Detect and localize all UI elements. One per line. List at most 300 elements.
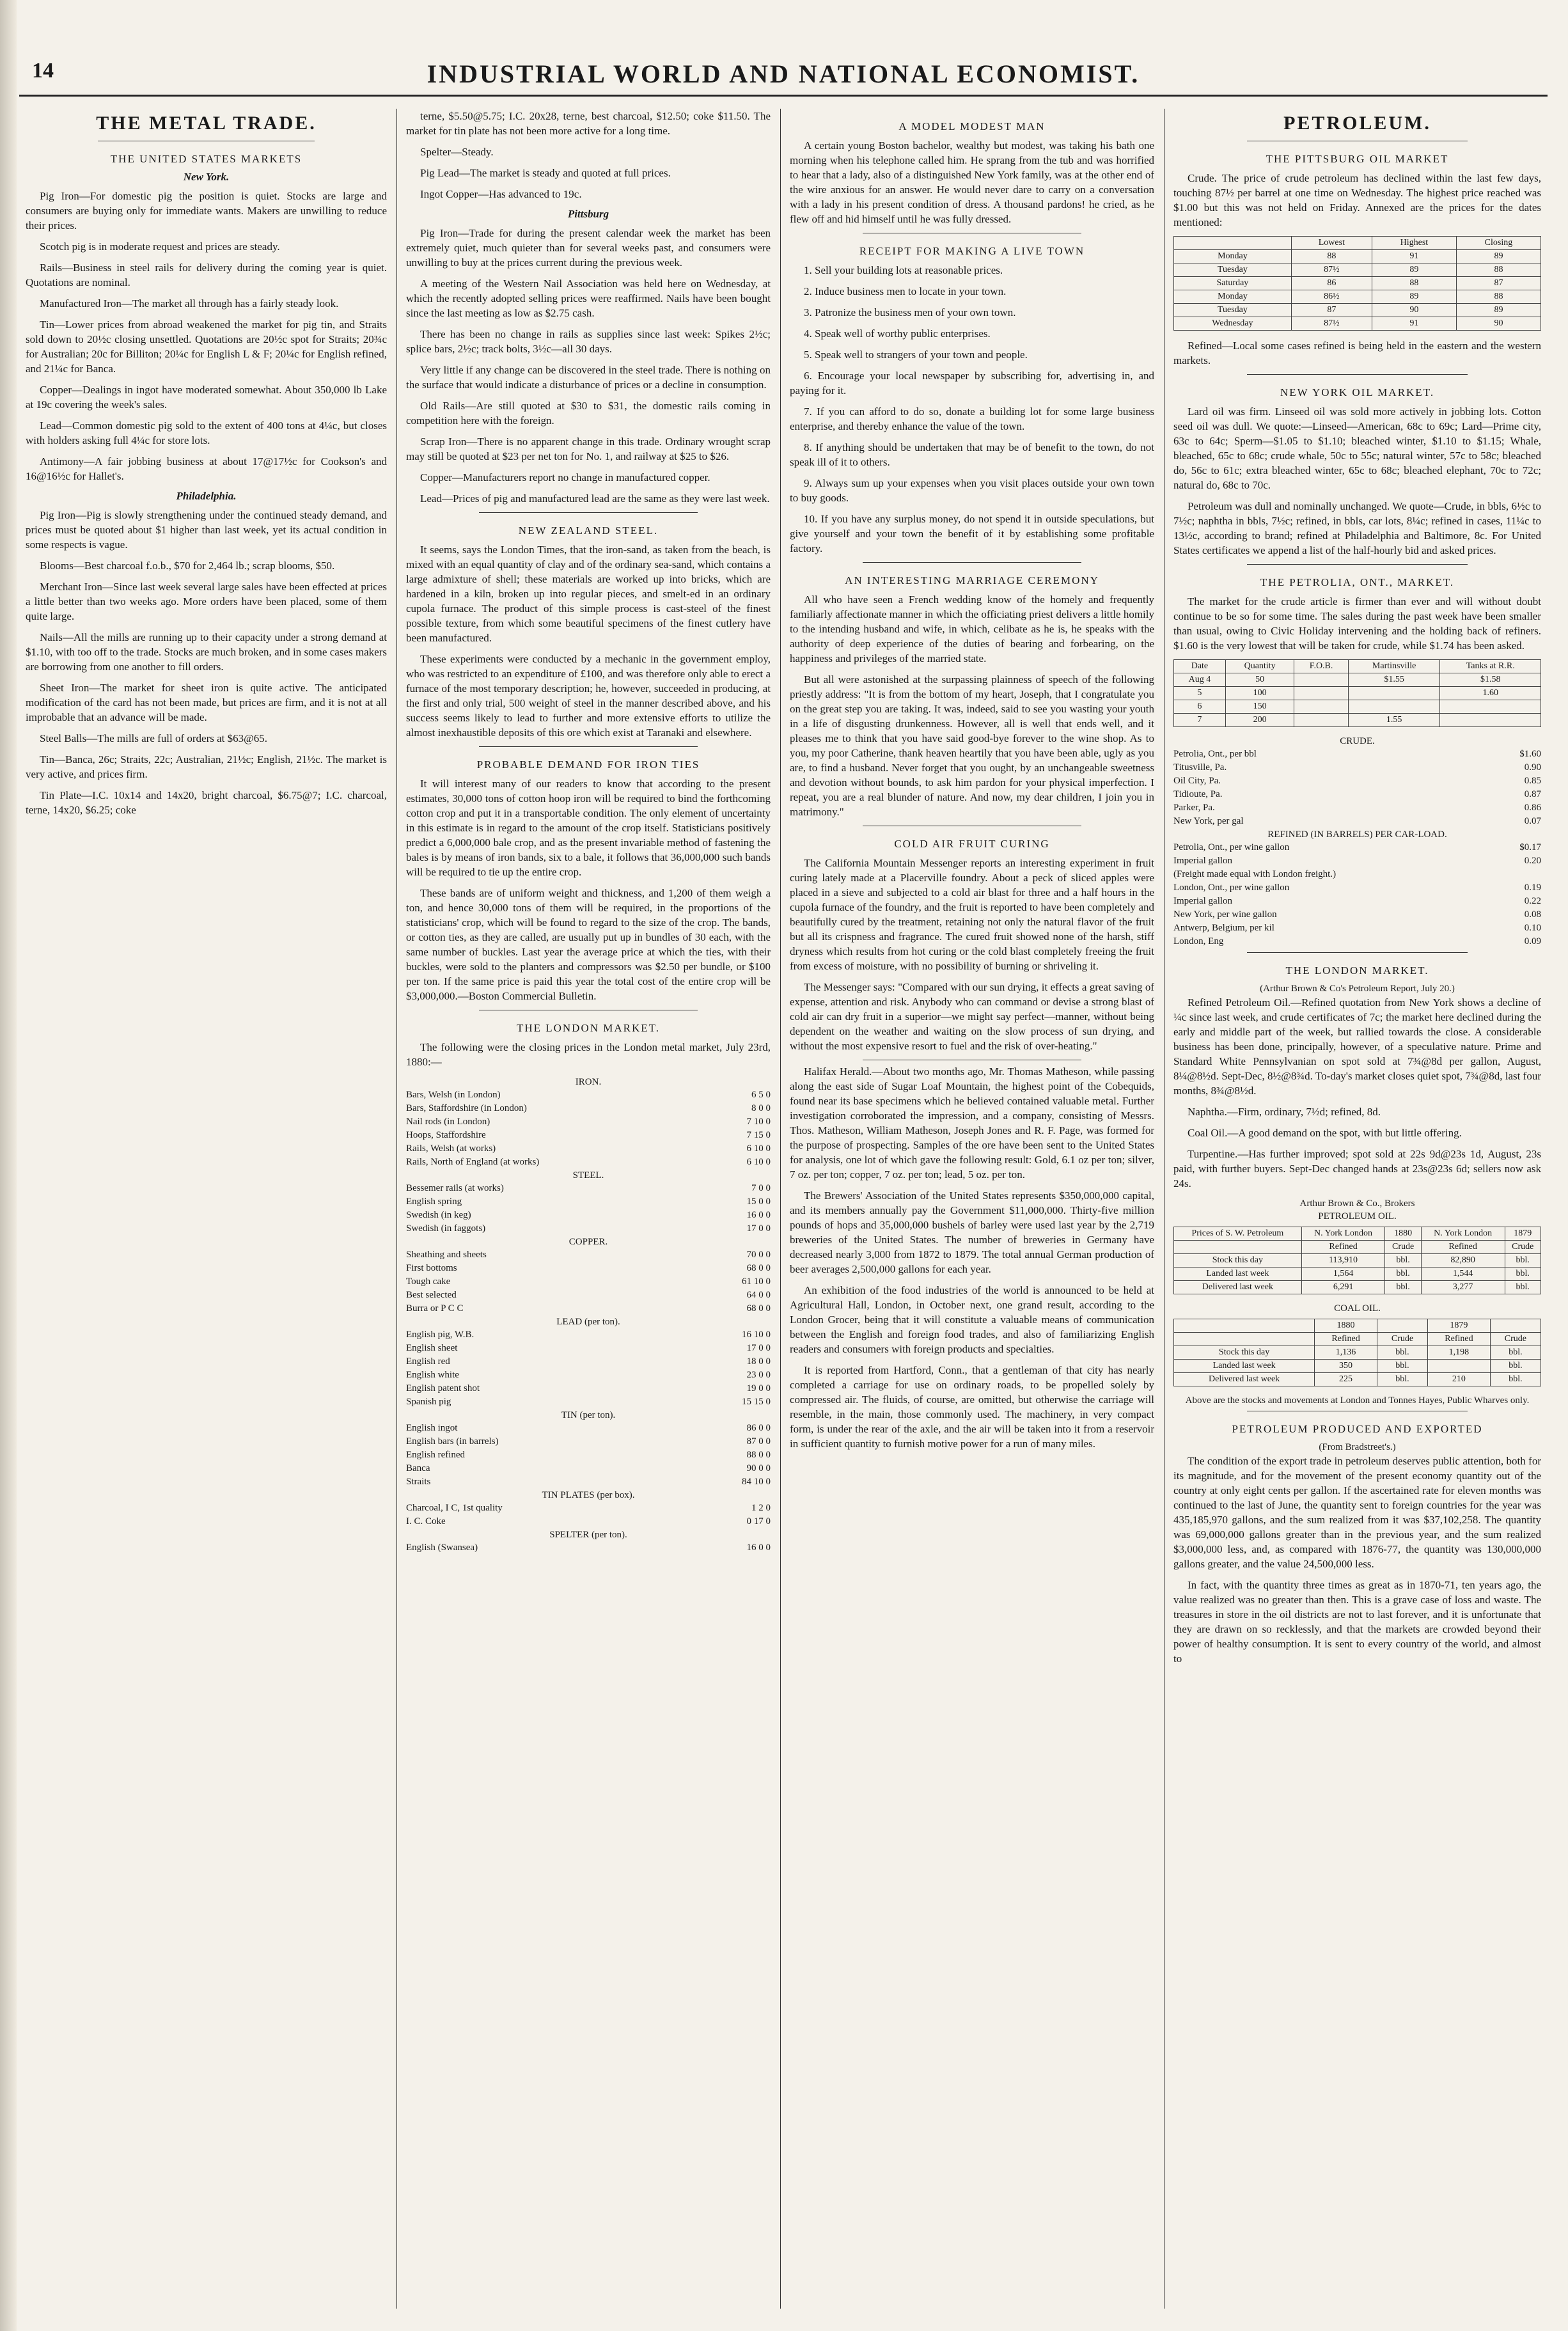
table-row — [1174, 687, 1541, 700]
listing-label: TIN (per ton). — [561, 1410, 616, 1420]
table-cell: 7 — [1174, 714, 1226, 727]
table-cell: 86 — [1291, 277, 1372, 290]
article-paragraph: In fact, with the quantity three times as great as in 1870-71, ten years ago, the value realized was no greater than then. This is a grave case of loss and waste. The treasures in store in the oil districts are not to last forever, and it is unfortunate that they are drawn on so recklessly, and that the markets are crowded beyond their power of healthy consumption. It is sent to every country of the world, and almost to — [1173, 1579, 1541, 1665]
city-philadelphia: Philadelphia. — [176, 490, 237, 502]
article-paragraph: Pig Iron—Pig is slowly strengthening under the continued steady demand, and prices must be quoted about $1 higher than last week, yet its actual condition in some respects is vague. — [26, 509, 387, 551]
newspaper-title: INDUSTRIAL WORLD AND NATIONAL ECONOMIST. — [427, 59, 1140, 88]
table-cell: 89 — [1456, 250, 1541, 263]
table-cell: 90 — [1372, 304, 1456, 317]
price-listing — [406, 1315, 771, 1409]
listing-row — [406, 1369, 771, 1382]
price-listing — [406, 1528, 771, 1555]
table-row — [1174, 277, 1541, 290]
listing-price: 6 5 0 — [751, 1090, 771, 1100]
table-cell: N. York London — [1301, 1227, 1385, 1241]
listing-item: English refined — [406, 1450, 466, 1460]
table-cell: 6,291 — [1301, 1281, 1385, 1294]
table-cell: F.O.B. — [1294, 660, 1349, 673]
listing-label: LEAD (per ton). — [556, 1317, 620, 1327]
listing-item: Bars, Staffordshire (in London) — [406, 1103, 527, 1113]
table-cell: Refined — [1421, 1241, 1505, 1254]
listing-item: English white — [406, 1370, 459, 1380]
table-cell: bbl. — [1505, 1268, 1541, 1281]
listing-price: 68 0 0 — [746, 1303, 771, 1314]
listing-price: 17 0 0 — [746, 1343, 771, 1353]
table-header-row — [1174, 1227, 1541, 1241]
article-paragraph: Pig Iron—Trade for during the present calendar week the market has been extremely quiet, much quieter than for several weeks past, and consumers were unwilling to buy at the prices current during the previous week. — [406, 227, 771, 269]
article-paragraph: Scotch pig is in moderate request and prices are steady. — [40, 240, 280, 253]
table-cell: 1.60 — [1440, 687, 1541, 700]
table-cell: Lowest — [1291, 237, 1372, 250]
table-cell: Tuesday — [1174, 304, 1292, 317]
divider — [1247, 564, 1468, 565]
table-cell: 90 — [1456, 317, 1541, 331]
article-paragraph: A meeting of the Western Nail Association was held here on Wednesday, at which the recently adopted selling prices were reaffirmed. Nails have been bought since the last meeting as low as $2.75 cash. — [406, 278, 771, 319]
table-cell — [1294, 700, 1349, 714]
us-markets-subheading: THE UNITED STATES MARKETS — [110, 153, 302, 165]
table-cell — [1440, 714, 1541, 727]
table-label: PETROLEUM OIL. — [1318, 1211, 1397, 1221]
table-cell: 91 — [1372, 250, 1456, 263]
article-paragraph: Tin—Banca, 26c; Straits, 22c; Australian, 21½c; English, 21½c. The market is very active, and prices firm. — [26, 753, 387, 780]
price-listing — [406, 1236, 771, 1315]
table-cell — [1294, 714, 1349, 727]
article-paragraph: Lead—Common domestic pig sold to the extent of 400 tons at 4¼c, but closes with holders asking full 4¼c for store lots. — [26, 420, 387, 446]
table-cell: 1,544 — [1421, 1268, 1505, 1281]
petrolia-heading: THE PETROLIA, ONT., MARKET. — [1260, 576, 1455, 588]
listing-row — [406, 1448, 771, 1462]
broker-label: Arthur Brown & Co., Brokers — [1299, 1198, 1415, 1209]
table-cell: $1.55 — [1348, 673, 1440, 687]
masthead-rule — [19, 95, 1548, 97]
listing-row — [406, 1289, 771, 1302]
listing-price: 61 10 0 — [742, 1276, 771, 1287]
listing-price: 0.08 — [1524, 909, 1541, 920]
table-cell: bbl. — [1505, 1281, 1541, 1294]
table-row — [1174, 1254, 1541, 1268]
table-cell: Tanks at R.R. — [1440, 660, 1541, 673]
table-row — [1174, 304, 1541, 317]
article-paragraph: Antimony—A fair jobbing business at about 17@17½c for Cookson's and 16@16½c for Hallet's. — [26, 455, 387, 482]
table-cell — [1174, 1241, 1302, 1254]
table-header-row — [1174, 1319, 1541, 1333]
listing-price: 16 0 0 — [746, 1210, 771, 1220]
listing-item: Charcoal, I C, 1st quality — [406, 1503, 503, 1513]
table-row — [1174, 1281, 1541, 1294]
listing-item: Rails, Welsh (at works) — [406, 1143, 496, 1154]
listing-price: 16 10 0 — [742, 1330, 771, 1340]
listing-row — [406, 1182, 771, 1195]
column-rule — [780, 109, 781, 2309]
listing-item: London, Ont., per wine gallon — [1173, 883, 1290, 893]
table-row — [1174, 1373, 1541, 1386]
article-paragraph: Turpentine.—Has further improved; spot sold at 22s 9d@23s 1d, August, 23s paid, with further buyers. Sept-Dec changed hands at 23s@23s 6d; sellers now ask 24s. — [1173, 1148, 1541, 1189]
table-subheader-row — [1174, 1333, 1541, 1346]
table-cell: Refined — [1315, 1333, 1377, 1346]
listing-item: Burra or P C C — [406, 1303, 464, 1314]
listing-price: 7 0 0 — [751, 1183, 771, 1193]
listing-price: 1 2 0 — [751, 1503, 771, 1513]
table-cell: 150 — [1225, 700, 1294, 714]
table-cell: 89 — [1456, 304, 1541, 317]
article-paragraph: Scrap Iron—There is no apparent change in this trade. Ordinary wrought scrap may still be quoted at $23 per net ton for No. 1, and railway at $25 to $26. — [406, 436, 771, 462]
column-1 — [26, 109, 387, 2309]
table-cell — [1174, 237, 1292, 250]
table-cell: 1,136 — [1315, 1346, 1377, 1360]
listing-item: English ingot — [406, 1423, 458, 1433]
listing-item: First bottoms — [406, 1263, 457, 1273]
article-paragraph: Coal Oil.—A good demand on the spot, with but little offering. — [1188, 1127, 1462, 1139]
listing-price: 19 0 0 — [746, 1383, 771, 1393]
table-cell: bbl. — [1490, 1373, 1541, 1386]
table-cell: bbl. — [1385, 1254, 1421, 1268]
list-item: 1. Sell your building lots at reasonable prices. — [804, 264, 1003, 276]
listing-item: Banca — [406, 1463, 430, 1473]
listing-row — [1173, 788, 1541, 801]
table-cell: bbl. — [1377, 1346, 1427, 1360]
listing-row — [406, 1142, 771, 1156]
listing-price: 8 0 0 — [751, 1103, 771, 1113]
table-cell: 88 — [1456, 263, 1541, 277]
listing-row — [406, 1382, 771, 1395]
listing-item: Parker, Pa. — [1173, 803, 1215, 813]
page-number: 14 — [32, 59, 54, 82]
listing-item: London, Eng — [1173, 936, 1224, 946]
table-row — [1174, 250, 1541, 263]
listing-row — [1173, 801, 1541, 815]
article-paragraph: Spelter—Steady. — [420, 146, 494, 158]
article-paragraph: Refined—Local some cases refined is being held in the eastern and the western markets. — [1173, 340, 1541, 366]
marriage-heading: AN INTERESTING MARRIAGE CEREMONY — [845, 574, 1099, 586]
article-paragraph: Tin Plate—I.C. 10x14 and 14x20, bright charcoal, $6.75@7; I.C. charcoal, terne, 14x20, $6.25; coke — [26, 789, 387, 816]
table-cell: 3,277 — [1421, 1281, 1505, 1294]
table-cell — [1348, 700, 1440, 714]
listing-price: 7 15 0 — [746, 1130, 771, 1140]
table-row — [1174, 1360, 1541, 1373]
price-listing — [406, 1409, 771, 1489]
table-cell: 1879 — [1505, 1227, 1541, 1241]
table-note: Above are the stocks and movements at London and Tonnes Hayes, Public Wharves only. — [1185, 1395, 1530, 1406]
listing-item: New York, per wine gallon — [1173, 909, 1277, 920]
price-listing — [406, 1489, 771, 1528]
table-cell: 50 — [1225, 673, 1294, 687]
listing-label: STEEL. — [572, 1170, 604, 1181]
table-cell: Quantity — [1225, 660, 1294, 673]
table-cell — [1174, 1333, 1315, 1346]
divider — [863, 562, 1081, 563]
table-cell: 200 — [1225, 714, 1294, 727]
table-cell — [1428, 1360, 1491, 1373]
listing-price: 0.87 — [1524, 789, 1541, 799]
article-paragraph: Copper—Dealings in ingot have moderated somewhat. About 350,000 lb Lake at 19c covering the week's sales. — [26, 384, 387, 411]
table-cell — [1348, 687, 1440, 700]
listing-row — [406, 1115, 771, 1129]
article-paragraph: The following were the closing prices in the London metal market, July 23rd, 1880:— — [406, 1041, 771, 1068]
table-cell: 1879 — [1428, 1319, 1491, 1333]
listing-price: 70 0 0 — [746, 1250, 771, 1260]
article-paragraph: Copper—Manufacturers report no change in manufactured copper. — [420, 471, 710, 483]
article-paragraph: Petroleum was dull and nominally unchanged. We quote—Crude, in bbls, 6½c to 7½c; naphtha in bbls, 7½c; refined, in bbls, car lots, 8¼c; refined in cases, 11¼c to 13½c, according to brand; refined at Philadelphia and Baltimore, 8c. For United States certificates we append a list of the half-hourly bid and asked prices. — [1173, 500, 1541, 556]
article-paragraph: These bands are of uniform weight and thickness, and 1,200 of them weigh a ton, and hence 30,000 tons of them will be required, in the proportions of the statisticians' crop, which will be found to regard to the size of the crop. The bands, or cotton ties, as they are called, are usually put up in bundles of 30 each, with the same number of buckles. Last year the average price at which the ties, with their buckles, were sold to the planters and compressors was $2.50 per bundle, or $100 per ton. If the same price is paid this year the total cost of the entire crop will be $3,000,000.—Boston Commercial Bulletin. — [406, 887, 771, 1002]
article-paragraph: Refined Petroleum Oil.—Refined quotation from New York shows a decline of ¼c since last week, and crude certificates of 7c; the market here declined during the early and middle part of the week, but rallied towards the close. A considerable business has been done, principally, however, of a speculative nature. Prime and Standard White Pennsylvanian on spot sold at 7¾@8d per gallon, August, 8¼@8½d. Sept-Dec, 8½@8¾d. To-day's market closes quiet spot, 7¾@8d, last four months, 8¾@8½d. — [1173, 996, 1541, 1097]
table-cell: 89 — [1372, 290, 1456, 304]
listing-row — [406, 1248, 771, 1262]
table-row — [1174, 1346, 1541, 1360]
listing-price: 0 17 0 — [746, 1516, 771, 1527]
listing-item: Sheathing and sheets — [406, 1250, 487, 1260]
listing-row — [406, 1209, 771, 1222]
table-cell: bbl. — [1490, 1360, 1541, 1373]
table-cell: 113,910 — [1301, 1254, 1385, 1268]
listing-label: COPPER. — [568, 1237, 608, 1247]
listing-price: $1.60 — [1519, 749, 1541, 759]
table-cell: 88 — [1372, 277, 1456, 290]
table-cell — [1294, 673, 1349, 687]
live-town-heading: RECEIPT FOR MAKING A LIVE TOWN — [859, 245, 1085, 257]
table-cell: 86½ — [1291, 290, 1372, 304]
article-paragraph: Manufactured Iron—The market all through has a fairly steady look. — [40, 297, 339, 310]
listing-item: Straits — [406, 1477, 431, 1487]
article-paragraph: It will interest many of our readers to know that according to the present estimates, 30,000 tons of cotton hoop iron will be required to bind the forthcoming cotton crop and put it in a transportable condition. The only element of uncertainty in this estimate is in regard to the amount of the crop itself. Statisticians positively predict a 6,000,000 bale crop, and as the present invariable method of fastening the bales is by means of iron bands, six to a bale, it follows that 36,000,000 such bands will be required to tie up the entire crop. — [406, 778, 771, 878]
table-cell: 350 — [1315, 1360, 1377, 1373]
table-cell: 1,198 — [1428, 1346, 1491, 1360]
listing-label: TIN PLATES (per box). — [542, 1490, 635, 1500]
article-paragraph: The Brewers' Association of the United States represents $350,000,000 capital, and its members annually pay the Government $11,000,000. Thirty-five million pounds of hops and 35,000,000 bushels of barley were used last year by the 2,719 breweries of the United States. The number of breweries in Germany have decreased nearly 3,000 from 1872 to 1879. The total annual German production of beer averages 2,500,000 gallons for each year. — [790, 1189, 1154, 1275]
listing-item: English (Swansea) — [406, 1542, 478, 1553]
listing-label: REFINED (IN BARRELS) PER CAR-LOAD. — [1267, 829, 1447, 840]
table-cell: Delivered last week — [1174, 1281, 1302, 1294]
table-cell: Crude — [1505, 1241, 1541, 1254]
table-cell: 100 — [1225, 687, 1294, 700]
table-label: COAL OIL. — [1334, 1303, 1381, 1314]
listing-item: Titusville, Pa. — [1173, 762, 1227, 773]
nz-steel-heading: NEW ZEALAND STEEL. — [518, 524, 659, 537]
table-cell: Landed last week — [1174, 1268, 1302, 1281]
table-cell: 5 — [1174, 687, 1226, 700]
listing-row — [406, 1195, 771, 1209]
table-row — [1174, 290, 1541, 304]
article-paragraph: The market for the crude article is firmer than ever and will without doubt continue to be so for some time. The sales during the past week have been smaller than usual, owing to Civic Holiday intervening and the holding back of refiners. $1.60 is the very lowest that will be taken for crude, while $1.74 has been asked. — [1173, 595, 1541, 652]
article-paragraph: Nails—All the mills are running up to their capacity under a strong demand at $1.10, with too off to the trade. Stocks are much broken, and in some cases makers are borrowing from one another to fill orders. — [26, 631, 387, 673]
listing-row — [406, 1502, 771, 1515]
listing-row — [406, 1088, 771, 1102]
listing-item: Tidioute, Pa. — [1173, 789, 1223, 799]
model-man-heading: A MODEL MODEST MAN — [898, 120, 1046, 132]
listing-item: English red — [406, 1356, 450, 1367]
listing-row — [1173, 774, 1541, 788]
listing-price: 90 0 0 — [746, 1463, 771, 1473]
listing-item: (Freight made equal with London freight.) — [1173, 869, 1337, 879]
article-paragraph: These experiments were conducted by a mechanic in the government employ, who was restricted to an expenditure of £100, and was therefore only able to erect a furnace of the most temporary description; he, however, succeeded in producing, at the first and only trial, 500 weight of steel in the manner described above, and his success seems likely to lead to further and more extensive efforts to utilize the almost inexhaustible deposits of this ore which exist at Taranaki and elsewhere. — [406, 653, 771, 739]
listing-item: Swedish (in faggots) — [406, 1223, 486, 1234]
list-item: 9. Always sum up your expenses when you visit places outside your own town to buy goods. — [790, 477, 1154, 504]
column-rule — [396, 109, 397, 2309]
listing-price: 17 0 0 — [746, 1223, 771, 1234]
listing-price: 0.19 — [1524, 883, 1541, 893]
price-listing — [406, 1076, 771, 1169]
article-paragraph: The condition of the export trade in petroleum deserves public attention, both for its magnitude, and for the movement of the present economy quantity out of the country at only eight cents per gallon. If the ascertained rate for eleven months was continued to the last of June, the quantity sent to foreign countries for the year was 435,185,970 gallons, and the sum realized from it was $37,102,258. The quantity was 69,000,000 gallons greater than in the previous year, and the sum realized $3,000,000 less, and, as compared with 1876-77, the quantity was 130,000,000 gallons greater, and the value 24,500,000 less. — [1173, 1455, 1541, 1570]
listing-item: I. C. Coke — [406, 1516, 446, 1527]
listing-item: English patent shot — [406, 1383, 480, 1393]
article-paragraph: It is reported from Hartford, Conn., that a gentleman of that city has nearly completed a carriage for use on ordinary roads, to be propelled solely by compressed air. The fluids, of course, are omitted, but otherwise the carriage will resemble, in the main, those commonly used. The machinery, in very compact form, is under the rear of the axle, and the air will be taken into it from a reservoir in sufficient quantity to furnish motive power for a run of many miles. — [790, 1364, 1154, 1450]
crude-price-listing — [1173, 735, 1541, 828]
table-cell — [1174, 1319, 1315, 1333]
table-cell: Date — [1174, 660, 1226, 673]
listing-price: 18 0 0 — [746, 1356, 771, 1367]
table-cell: Refined — [1428, 1333, 1491, 1346]
article-paragraph: Tin—Lower prices from abroad weakened the market for pig tin, and Straits sold down to 20½c closing unsettled. Quotations are 20½c spot for Straits; 20¾c for Australian; 20c for Billiton; 20¼c for English L & F; 20¼c for English refined, and 21¼c for Banca. — [26, 318, 387, 375]
listing-row — [406, 1102, 771, 1115]
table-cell — [1294, 687, 1349, 700]
list-item: 5. Speak well to strangers of your town and people. — [804, 349, 1028, 361]
table-cell: Crude — [1385, 1241, 1421, 1254]
listing-row — [406, 1395, 771, 1409]
table-header-row — [1174, 660, 1541, 673]
table-cell: 1.55 — [1348, 714, 1440, 727]
listing-item: Swedish (in keg) — [406, 1210, 471, 1220]
listing-price: 88 0 0 — [746, 1450, 771, 1460]
table-cell: 87 — [1456, 277, 1541, 290]
listing-row — [1173, 854, 1541, 868]
listing-item: Petrolia, Ont., per wine gallon — [1173, 842, 1290, 852]
table-row — [1174, 317, 1541, 331]
table-subheader-row — [1174, 1241, 1541, 1254]
petroleum-heading: PETROLEUM. — [1283, 113, 1431, 134]
article-paragraph: Pig Iron—For domestic pig the position is quiet. Stocks are large and consumers are buying only for immediate wants. Makers are unwilling to reduce their prices. — [26, 190, 387, 232]
listing-row — [406, 1355, 771, 1369]
divider — [1247, 952, 1468, 953]
listing-row — [1173, 881, 1541, 895]
table-row — [1174, 714, 1541, 727]
listing-price: 0.22 — [1524, 896, 1541, 906]
divider — [479, 746, 698, 747]
table-cell — [1377, 1319, 1427, 1333]
refined-price-listing — [1173, 828, 1541, 948]
listing-price: 68 0 0 — [746, 1263, 771, 1273]
article-paragraph: Ingot Copper—Has advanced to 19c. — [420, 188, 582, 200]
listing-item: Nail rods (in London) — [406, 1117, 490, 1127]
table-cell: Highest — [1372, 237, 1456, 250]
listing-label: SPELTER (per ton). — [549, 1530, 627, 1540]
table-cell: Martinsville — [1348, 660, 1440, 673]
table-cell: 88 — [1456, 290, 1541, 304]
list-item: 7. If you can afford to do so, donate a building lot for some large business enterprise, and thereby enhance the value of the town. — [790, 405, 1154, 432]
listing-item: Oil City, Pa. — [1173, 776, 1221, 786]
list-item: 10. If you have any surplus money, do not spend it in outside speculations, but give yourself and your town the benefit of it by establishing some profitable factory. — [790, 513, 1154, 554]
listing-price: 0.86 — [1524, 803, 1541, 813]
listing-price: 0.90 — [1524, 762, 1541, 773]
table-cell: 88 — [1291, 250, 1372, 263]
table-cell: 87½ — [1291, 263, 1372, 277]
article-paragraph: Crude. The price of crude petroleum has declined within the last few days, touching 87½ per barrel at one time on Wednesday. The highest price reached was $1.00 but this was not held on Friday. Annexed are the prices for the dates mentioned: — [1173, 172, 1541, 228]
table-cell: 1880 — [1315, 1319, 1377, 1333]
article-paragraph: Halifax Herald.—About two months ago, Mr. Thomas Matheson, while passing along the east side of Sugar Loaf Mountain, the highest point of the Cobequids, found near its base specimens which he believed contained valuable metal. Further investigation corroborated the impression, and a company, consisting of Messrs. Thos. Matheson, William Matheson, Joseph Jones and R. F. Page, was formed for the purpose of prospecting. Samples of the ore have been sent to the United States for analysis, one lot of which gave the following result: Gold, 6.1 oz per ton; silver, 7 oz. per ton; copper, 7 oz. per ton; lead, 5 oz. per ton. — [790, 1065, 1154, 1181]
table-row — [1174, 700, 1541, 714]
table-row — [1174, 263, 1541, 277]
ny-oil-heading: NEW YORK OIL MARKET. — [1280, 386, 1435, 398]
listing-label: IRON. — [575, 1077, 602, 1087]
listing-row — [406, 1475, 771, 1489]
table-cell: bbl. — [1385, 1268, 1421, 1281]
article-paragraph: A certain young Boston bachelor, wealthy but modest, was taking his bath one morning when his telephone called him. He sprang from the tub and was horrified to hear that a lady, also of a distinguished New York family, was at the other end of the wire anxious for an answer. He would never dare to carry on a conversation with a lady in his present condition of dress. A thousand pardons! he cried, as he flew off and hid himself until he was fully dressed. — [790, 139, 1154, 225]
table-cell: Crude — [1377, 1333, 1427, 1346]
listing-item: Spanish pig — [406, 1397, 451, 1407]
listing-item: Imperial gallon — [1173, 856, 1233, 866]
table-cell — [1490, 1319, 1541, 1333]
column-3 — [790, 109, 1154, 2309]
table-cell: 6 — [1174, 700, 1226, 714]
listing-label: CRUDE. — [1340, 736, 1375, 746]
article-paragraph: Sheet Iron—The market for sheet iron is quite active. The anticipated modification of the card has not been made, but prices are firm, and it is not at all improbable that an advance will be made. — [26, 682, 387, 723]
report-source: (Arthur Brown & Co's Petroleum Report, July 20.) — [1260, 984, 1455, 994]
exported-heading: PETROLEUM PRODUCED AND EXPORTED — [1232, 1423, 1483, 1435]
listing-row — [406, 1156, 771, 1169]
article-paragraph: Steel Balls—The mills are full of orders at $63@65. — [40, 732, 268, 744]
listing-item: English bars (in barrels) — [406, 1436, 499, 1447]
table-cell: 210 — [1428, 1373, 1491, 1386]
article-paragraph: Blooms—Best charcoal f.o.b., $70 for 2,464 lb.; scrap blooms, $50. — [40, 560, 335, 572]
article-paragraph: It seems, says the London Times, that the iron-sand, as taken from the beach, is mixed with an equal quantity of clay and of the ordinary sea-sand, which contains a large admixture of shell; these materials are worked up into bricks, which are hardened in a kiln, broken up into regular pieces, and smelt-ed in an ordinary cupola furnace. The product of this simple process is cast-steel of the finest possible texture, from which some beautiful specimens of the finest cutlery have been manufactured. — [406, 544, 771, 644]
price-listing — [406, 1169, 771, 1236]
table-row — [1174, 1268, 1541, 1281]
table-cell: Landed last week — [1174, 1360, 1315, 1373]
table-cell — [1440, 700, 1541, 714]
table-cell: bbl. — [1505, 1254, 1541, 1268]
listing-row — [406, 1262, 771, 1275]
listing-item: English pig, W.B. — [406, 1330, 474, 1340]
listing-row — [1173, 935, 1541, 948]
metal-trade-heading: THE METAL TRADE. — [96, 113, 317, 134]
table-cell: Delivered last week — [1174, 1373, 1315, 1386]
article-paragraph: Naphtha.—Firm, ordinary, 7½d; refined, 8d. — [1188, 1106, 1381, 1118]
column-2 — [406, 109, 771, 2309]
table-cell: Stock this day — [1174, 1254, 1302, 1268]
listing-row — [406, 1541, 771, 1555]
london-petroleum-heading: THE LONDON MARKET. — [1285, 964, 1429, 977]
listing-price: 87 0 0 — [746, 1436, 771, 1447]
table-cell: bbl. — [1377, 1373, 1427, 1386]
newspaper-page — [19, 13, 1548, 2315]
listing-item: English spring — [406, 1197, 462, 1207]
article-paragraph: Lard oil was firm. Linseed oil was sold more actively in jobbing lots. Cotton seed oil was dull. We quote:—Linseed—American, 68c to 69c; Lard—Prime city, 63c to 64c; Sperm—$1.05 to $1.10; bleached winter, $1.10 to $1.15; Whale, bleached, 65c to 68c; crude whale, 50c to 55c; natural winter, 57c to 58c; bleached do, 56c to 61c; extra bleached winter, 65c to 68c; bleached elephant, 70c to 72c; natural do, 68c to 70c. — [1173, 405, 1541, 491]
article-paragraph: An exhibition of the food industries of the world is announced to be held at Agricultural Hall, London, in October next, one grand result, according to the London Grocer, being that it will constitute a valuable means of communication between the English and foreign food trades, and also of familiarizing English readers and consumers with foreign products and specialties. — [790, 1284, 1154, 1355]
listing-item: New York, per gal — [1173, 816, 1244, 826]
listing-price: 0.07 — [1524, 816, 1541, 826]
listing-item: Tough cake — [406, 1276, 451, 1287]
listing-row — [1173, 908, 1541, 922]
table-cell: Prices of S. W. Petroleum — [1174, 1227, 1302, 1241]
listing-row — [406, 1302, 771, 1315]
article-paragraph: Very little if any change can be discovered in the steel trade. There is nothing on the surface that would indicate a disturbance of prices or a decline in consumption. — [406, 364, 771, 391]
table-cell: bbl. — [1490, 1346, 1541, 1360]
listing-price: 0.85 — [1524, 776, 1541, 786]
listing-item: Imperial gallon — [1173, 896, 1233, 906]
listing-row — [406, 1515, 771, 1528]
list-item: 8. If anything should be undertaken that may be of benefit to the town, do not speak ill of it to others. — [790, 441, 1154, 468]
article-paragraph: There has been no change in rails as supplies since last week: Spikes 2½c; splice bars, 2½c; track bolts, 3½c—all 30 days. — [406, 328, 771, 355]
report-source: (From Bradstreet's.) — [1319, 1442, 1396, 1452]
city-pittsburg: Pittsburg — [567, 208, 609, 220]
listing-row — [1173, 868, 1541, 881]
listing-item: Hoops, Staffordshire — [406, 1130, 486, 1140]
table-header-row — [1174, 237, 1541, 250]
list-item: 6. Encourage your local newspaper by subscribing for, advertising in, and paying for it. — [790, 370, 1154, 396]
listing-price: 7 10 0 — [746, 1117, 771, 1127]
listing-price: 84 10 0 — [742, 1477, 771, 1487]
listing-price: 6 10 0 — [746, 1157, 771, 1167]
table-cell: 225 — [1315, 1373, 1377, 1386]
listing-row — [406, 1422, 771, 1435]
